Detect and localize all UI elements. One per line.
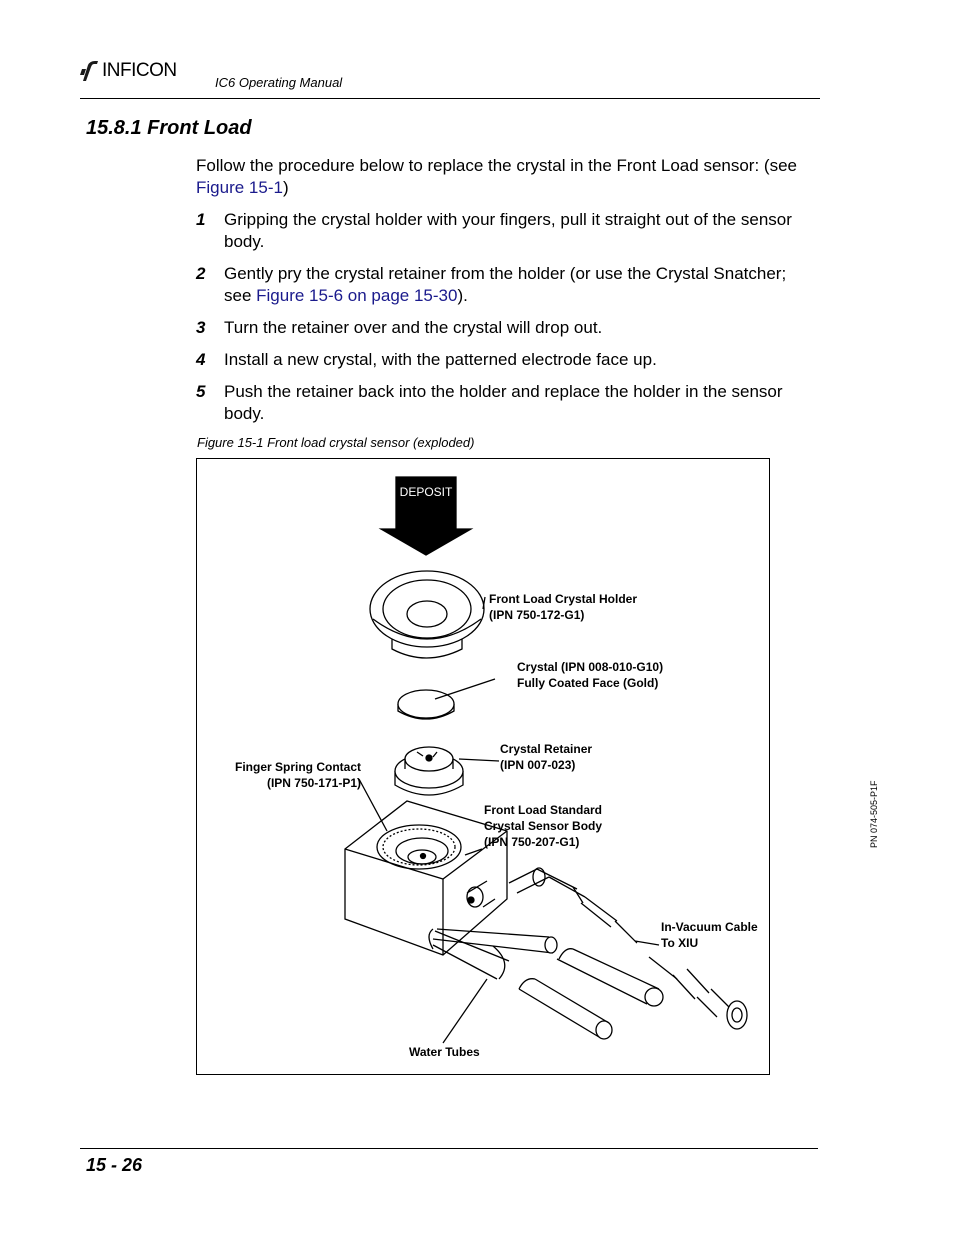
intro-text: Follow the procedure below to replace the crystal in the Front Load sensor: (see [196, 156, 797, 175]
crystal-holder-drawing [370, 571, 484, 658]
water-tubes-callout: Water Tubes [409, 1045, 480, 1059]
step-number: 2 [196, 264, 206, 283]
inficon-logo-mark-icon [80, 59, 100, 83]
step-number: 1 [196, 210, 206, 229]
step-item [196, 349, 816, 371]
holder-callout: Front Load Crystal Holder (IPN 750-172-G1) [489, 592, 638, 622]
footer-divider [80, 1148, 818, 1149]
crystal-callout: Crystal (IPN 008-010-G10) Fully Coated Face (Gold) [517, 660, 664, 690]
side-part-number: PN 074-505-P1F [869, 780, 879, 848]
step-text: Push the retainer back into the holder and replace the holder in the sensor body. [224, 382, 783, 423]
figure-15-6-link[interactable]: Figure 15-6 on page 15-30 [256, 286, 458, 305]
crystal-leader [435, 679, 495, 699]
step-text: Install a new crystal, with the patterned electrode face up. [224, 350, 657, 369]
step-text: Gripping the crystal holder with your fingers, pull it straight out of the sensor body. [224, 210, 792, 251]
manual-title: IC6 Operating Manual [215, 75, 343, 90]
cable-leader [635, 941, 659, 945]
step-text-after: ). [457, 286, 468, 305]
step-number: 3 [196, 318, 206, 337]
step-item [196, 381, 816, 425]
page-number: 15 - 26 [86, 1155, 143, 1175]
water-tubes-leader [443, 979, 487, 1043]
figure-link[interactable]: Figure 15-1 [196, 178, 283, 197]
section-heading: 15.8.1 Front Load [86, 117, 252, 139]
finger-spring-callout: Finger Spring Contact (IPN 750-171-P1) [235, 760, 361, 790]
crystal-disc-drawing [398, 690, 454, 719]
figure-caption: Figure 15-1 Front load crystal sensor (exploded) [197, 435, 475, 450]
sensor-body-callout: Front Load Standard Crystal Sensor Body (IPN 750-207-G1) [484, 803, 603, 849]
exploded-sensor-figure [196, 458, 770, 1075]
procedure-steps [196, 209, 816, 435]
crystal-retainer-drawing [395, 747, 463, 795]
water-tubes-drawing [429, 929, 663, 1039]
cable-callout: In-Vacuum Cable To XIU [661, 920, 758, 950]
header-divider [80, 98, 820, 99]
step-item [196, 317, 816, 339]
intro-after: ) [282, 178, 289, 197]
finger-spring-leader [359, 779, 387, 831]
deposit-label: DEPOSIT [399, 485, 453, 499]
step-number: 5 [196, 382, 206, 401]
retainer-leader [459, 759, 499, 761]
inficon-logo [80, 58, 177, 84]
step-text: Gently pry the crystal retainer from the holder (or use the Crystal Snatcher; see [224, 264, 787, 305]
retainer-callout: Crystal Retainer (IPN 007-023) [500, 742, 593, 772]
step-item [196, 209, 816, 253]
step-number: 4 [196, 350, 206, 369]
logo-text: INFICON [102, 60, 177, 81]
step-text: Turn the retainer over and the crystal will drop out. [224, 318, 603, 337]
intro-paragraph [196, 155, 816, 199]
step-text-container [224, 263, 816, 307]
step-item [196, 263, 816, 307]
